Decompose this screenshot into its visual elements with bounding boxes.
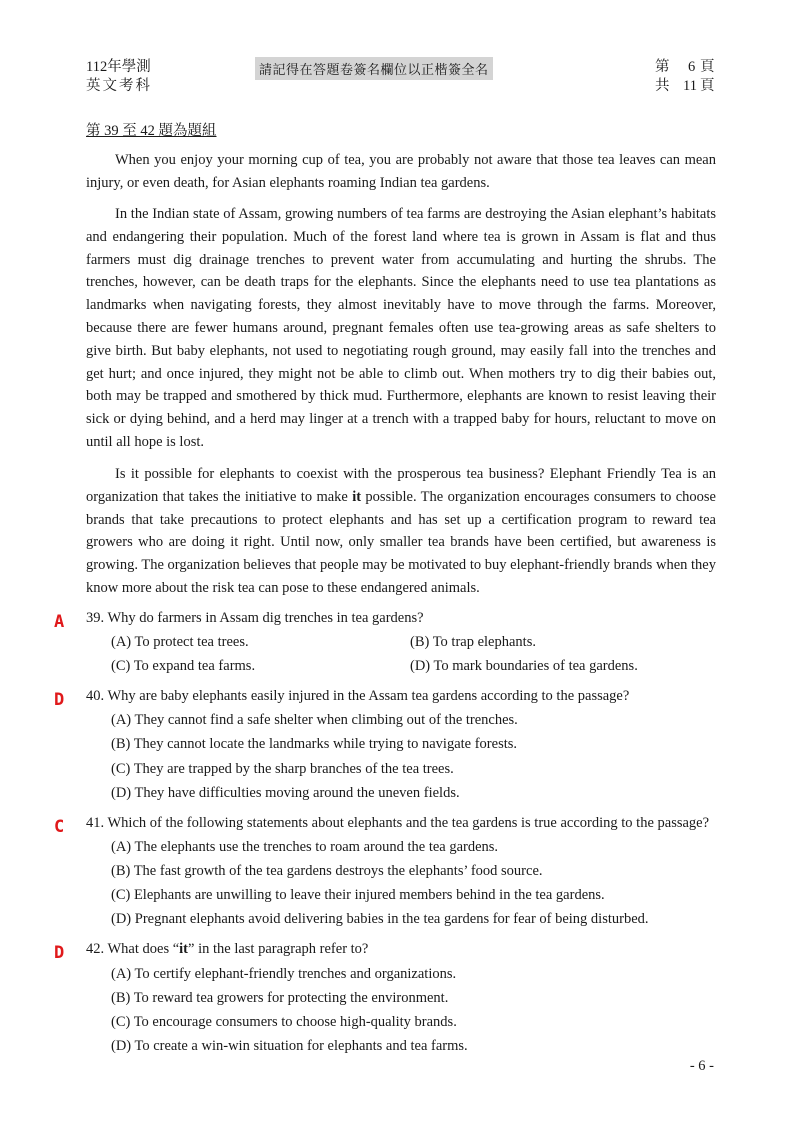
q42-option-c: (C) To encourage consumers to choose high-quality brands.: [111, 1014, 457, 1030]
q40-option-b: (B) They cannot locate the landmarks while trying to navigate forests.: [111, 736, 518, 752]
q41-option-b: (B) The fast growth of the tea gardens destroys the elephants’ food source.: [111, 863, 543, 879]
q42-stem-before: 42. What does “: [86, 941, 180, 957]
q42-stem-after: ” in the last paragraph refer to?: [188, 941, 369, 957]
q41-option-c: (C) Elephants are unwilling to leave their injured members behind in the tea gardens.: [111, 887, 605, 903]
q40-option-c: (C) They are trapped by the sharp branches of the tea trees.: [111, 761, 454, 777]
answer-mark-39: A: [54, 612, 65, 632]
q40-option-d: (D) They have difficulties moving around the uneven fields.: [111, 785, 460, 801]
q41-option-d: (D) Pregnant elephants avoid delivering babies in the tea gardens for fear of being disturbed.: [111, 911, 649, 927]
exam-year-label: 112年學測: [86, 59, 151, 75]
page-label-number: 6: [688, 59, 696, 75]
q42-stem-bold-it: it: [179, 941, 189, 957]
page-label-prefix: 第: [655, 59, 670, 75]
question-group-title: 第 39 至 42 題為題組: [86, 123, 217, 139]
q39-option-c: (C) To expand tea farms.: [111, 658, 256, 674]
q39-option-a: (A) To protect tea trees.: [111, 634, 249, 650]
question-41-stem: 41. Which of the following statements about elephants and the tea gardens is true according to the passage?: [86, 815, 710, 831]
q42-option-d: (D) To create a win-win situation for elephants and tea farms.: [111, 1038, 468, 1054]
total-label-number: 11: [683, 78, 697, 94]
p3-text-before: Is it possible for elephants to coexist with the prosperous tea business? Elephant Friendly Tea is an organization that takes the initiative to make: [86, 466, 716, 505]
answer-mark-40: D: [54, 690, 65, 710]
answer-mark-41: C: [54, 817, 65, 837]
q40-option-a: (A) They cannot find a safe shelter when climbing out of the trenches.: [111, 712, 518, 728]
q39-option-b: (B) To trap elephants.: [410, 634, 536, 650]
passage-paragraph-2: In the Indian state of Assam, growing numbers of tea farms are destroying the Asian elephant’s habitats and endangering their population. Much of the forest land where tea is grown in Assam is flat and thus farmers must dig drainage trenches to prevent water from accumulating and hurting the shrubs. The trenches, however, can be death traps for the elephants. Since the elephants need to use tea plantations as landmarks when navigating forests, they almost inevitably have to move through the farms. Moreover, because there are fewer humans around, pregnant females often use tea-growing areas as safe shelters to give birth. But baby elephants, not used to negotiating rough ground, may easily fall into the trenches and get hurt; and once injured, they might not be able to climb out. When mothers try to dig their babies out, both may be trapped and smothered by thick mud. Furthermore, elephants are known to resist leaving their sick or dying behind, and a herd may linger at a trench with a trapped baby for hours, reluctant to move on until all hope is lost.: [86, 206, 716, 450]
subject-label: 英文考科: [86, 78, 152, 94]
passage-paragraph-1: When you enjoy your morning cup of tea, you are probably not aware that those tea leaves can mean injury, or even death, for Asian elephants roaming Indian tea gardens.: [86, 152, 716, 191]
question-42-stem: [86, 939, 368, 959]
total-pages-label: [655, 77, 715, 96]
p3-text-after: possible. The organization encourages consumers to choose brands that take precautions to protect elephants and has set up a certification program to reward tea growers who are doing it right. Until now, only smaller tea brands have been certified, but awareness is growing. The organization believes that people may be motivated to buy elephant-friendly brands when they know more about the risk tea can pose to these endangered animals.: [86, 488, 716, 596]
page-number-footer: - 6 -: [689, 1058, 714, 1074]
q39-option-d: (D) To mark boundaries of tea gardens.: [410, 658, 638, 674]
q41-option-a: (A) The elephants use the trenches to roam around the tea gardens.: [111, 839, 499, 855]
question-39-stem: 39. Why do farmers in Assam dig trenches in tea gardens?: [86, 610, 424, 626]
answer-mark-42: D: [54, 943, 65, 963]
signature-notice: 請記得在答題卷簽名欄位以正楷簽全名: [255, 57, 493, 80]
question-40-stem: 40. Why are baby elephants easily injured in the Assam tea gardens according to the passage?: [86, 688, 630, 704]
q42-option-a: (A) To certify elephant-friendly trenches and organizations.: [111, 966, 457, 982]
passage-paragraph-3: [86, 463, 716, 600]
p3-bold-it: it: [352, 488, 362, 505]
total-label-suffix: 頁: [700, 78, 715, 94]
page-label: [655, 58, 715, 77]
total-label-prefix: 共: [655, 78, 670, 94]
page-label-suffix: 頁: [700, 59, 715, 75]
q42-option-b: (B) To reward tea growers for protecting the environment.: [111, 990, 449, 1006]
